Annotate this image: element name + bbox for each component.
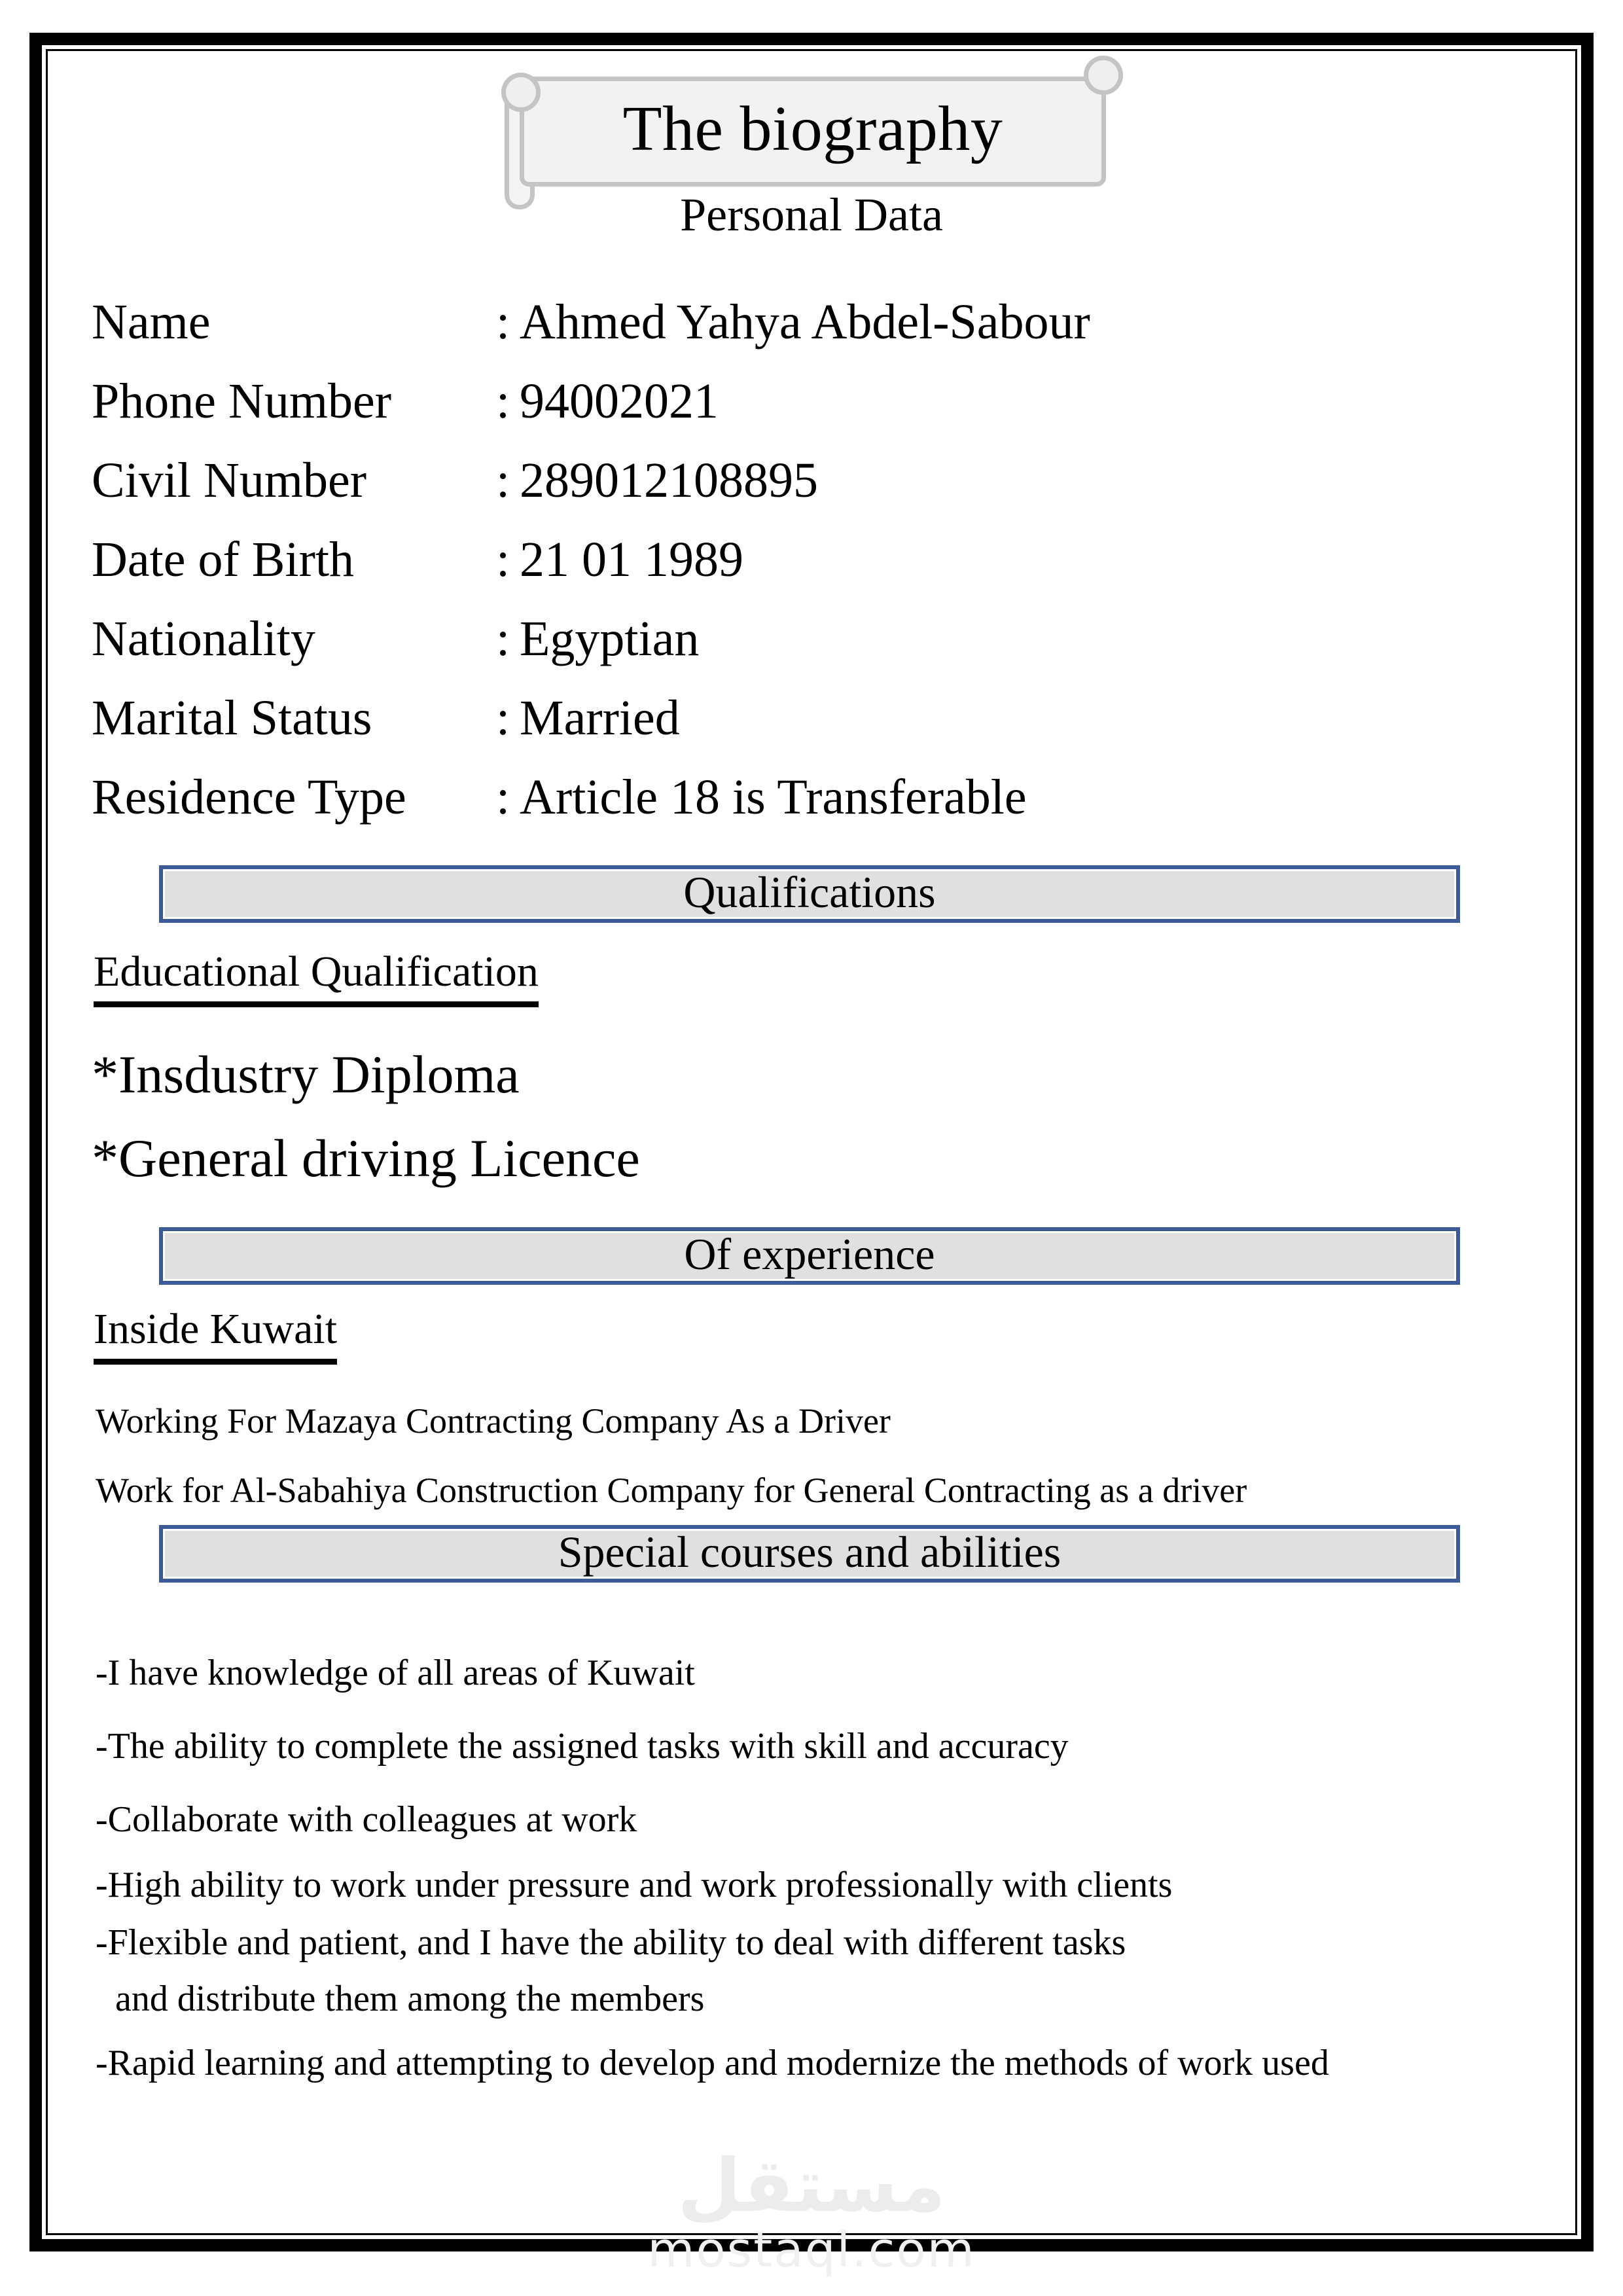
personal-data-row-marital-status	[92, 679, 1531, 758]
watermark-arabic-text: مستقل	[677, 2144, 946, 2229]
watermark-domain-text: mostaql.com	[647, 2221, 976, 2278]
section-header-experience	[159, 1227, 1460, 1285]
qualification-list	[92, 1033, 1466, 1200]
field-value-phone-number: 94002021	[520, 374, 719, 429]
title-banner-box	[520, 77, 1106, 187]
field-colon: :	[496, 453, 510, 508]
list-item: *Insdustry Diploma	[92, 1045, 520, 1104]
experience-list	[96, 1386, 1503, 1525]
field-value-civil-number: 289012108895	[520, 453, 818, 508]
section-header-label: Of experience	[684, 1229, 935, 1279]
section-header-label: Special courses and abilities	[558, 1527, 1061, 1577]
personal-data-row-phone-number	[92, 362, 1531, 441]
field-value-marital-status: Married	[520, 691, 680, 745]
field-label-phone-number: Phone Number	[92, 374, 392, 429]
field-value-name: Ahmed Yahya Abdel-Sabour	[520, 295, 1090, 350]
subheading-inside-kuwait: Inside Kuwait	[94, 1308, 337, 1365]
personal-data-row-civil-number	[92, 441, 1531, 520]
list-item: -Rapid learning and attempting to develop and modernize the methods of work used	[96, 2043, 1329, 2083]
field-value-residence-type: Article 18 is Transferable	[520, 770, 1027, 825]
section-header-label: Qualifications	[683, 867, 936, 917]
field-label-civil-number: Civil Number	[92, 453, 367, 508]
field-label-date-of-birth: Date of Birth	[92, 532, 355, 587]
list-item: *General driving Licence	[92, 1128, 640, 1188]
field-colon: :	[496, 295, 510, 350]
field-colon: :	[496, 532, 510, 587]
title-scroll-banner	[501, 62, 1123, 193]
scroll-curl-left-icon	[501, 73, 541, 112]
section-header-qualifications	[159, 865, 1460, 923]
field-colon: :	[496, 691, 510, 745]
list-item: -Collaborate with colleagues at work	[96, 1799, 637, 1840]
list-item: -The ability to complete the assigned tasks with skill and accuracy	[96, 1726, 1069, 1767]
subheading-educational-qualification: Educational Qualification	[94, 950, 539, 1007]
field-colon: :	[496, 770, 510, 825]
personal-data-row-nationality	[92, 600, 1531, 679]
personal-data-row-name	[92, 283, 1531, 362]
field-colon: :	[496, 611, 510, 666]
field-colon: :	[496, 374, 510, 429]
list-item: -I have knowledge of all areas of Kuwait	[96, 1653, 695, 1693]
personal-data-row-residence-type	[92, 758, 1531, 837]
page-title: The biography	[622, 94, 1003, 164]
field-label-nationality: Nationality	[92, 611, 315, 666]
personal-data-row-date-of-birth	[92, 520, 1531, 600]
field-value-date-of-birth: 21 01 1989	[520, 532, 743, 587]
personal-data-list	[92, 283, 1531, 837]
field-label-residence-type: Residence Type	[92, 770, 406, 825]
scroll-curl-right-icon	[1084, 56, 1123, 95]
list-item: -Flexible and patient, and I have the ability to deal with different tasks	[96, 1922, 1126, 1963]
field-label-name: Name	[92, 295, 211, 350]
section-header-special-courses	[159, 1525, 1460, 1583]
page-subtitle: Personal Data	[680, 188, 943, 241]
list-item-continuation: and distribute them among the members	[115, 1979, 705, 2019]
field-value-nationality: Egyptian	[520, 611, 700, 666]
list-item: Working For Mazaya Contracting Company As a Driver	[96, 1401, 891, 1441]
field-label-marital-status: Marital Status	[92, 691, 372, 745]
mostaql-watermark	[0, 2144, 1623, 2278]
list-item: -High ability to work under pressure and work professionally with clients	[96, 1865, 1173, 1905]
list-item: Work for Al-Sabahiya Construction Company for General Contracting as a driver	[96, 1471, 1247, 1510]
skills-list	[96, 1636, 1522, 2100]
